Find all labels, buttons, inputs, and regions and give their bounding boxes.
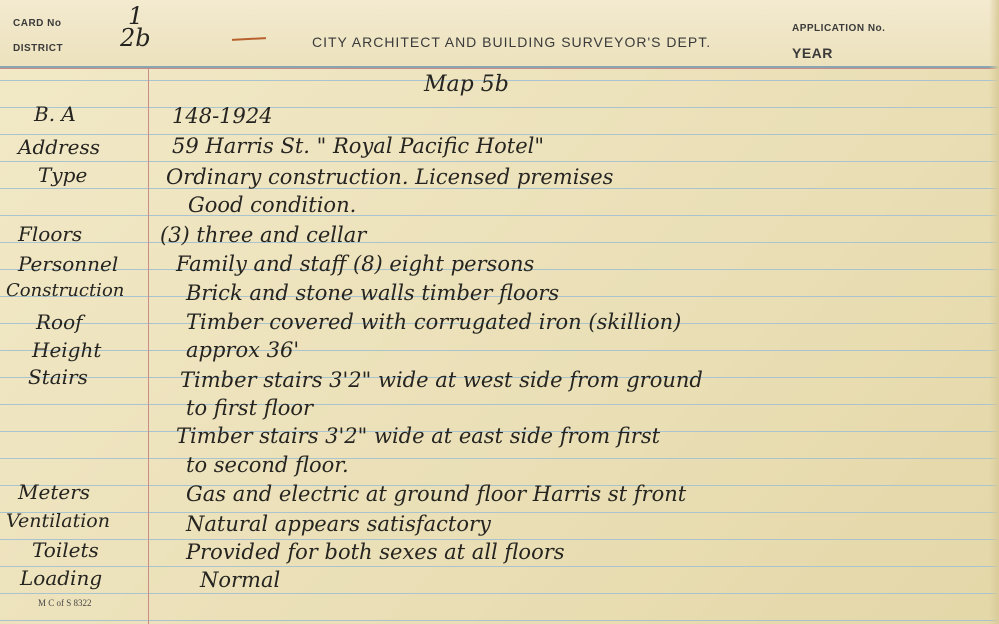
- value-height: approx 36': [186, 338, 300, 362]
- value-stairs-line3: Timber stairs 3'2" wide at east side from first: [176, 424, 661, 448]
- value-ventilation: Natural appears satisfactory: [186, 512, 491, 536]
- label-height: Height: [32, 338, 102, 362]
- label-meters: Meters: [18, 480, 91, 504]
- value-toilets: Provided for both sexes at all floors: [186, 540, 565, 564]
- value-meters: Gas and electric at ground floor Harris st front: [186, 482, 687, 506]
- value-personnel: Family and staff (8) eight persons: [176, 252, 535, 276]
- label-ba: B. A: [34, 102, 76, 126]
- header-rule: [0, 68, 999, 69]
- map-note: Map 5b: [424, 72, 509, 97]
- card-no-value: 1: [128, 2, 144, 30]
- label-stairs: Stairs: [28, 365, 88, 389]
- application-label: APPLICATION No.: [792, 23, 886, 34]
- label-floors: Floors: [18, 222, 83, 246]
- value-address: 59 Harris St. " Royal Pacific Hotel": [172, 134, 545, 158]
- label-loading: Loading: [20, 566, 103, 590]
- label-ventilation: Ventilation: [6, 510, 110, 532]
- district-label: DISTRICT: [13, 43, 64, 54]
- value-roof: Timber covered with corrugated iron (skillion): [186, 310, 682, 334]
- card-no-label: CARD No: [13, 18, 62, 29]
- form-number: M C of S 8322: [38, 598, 92, 608]
- dept-title: CITY ARCHITECT AND BUILDING SURVEYOR'S DEPT.: [312, 34, 712, 50]
- value-type-line2: Good condition.: [188, 193, 357, 217]
- label-roof: Roof: [36, 310, 83, 334]
- label-address: Address: [18, 135, 100, 159]
- value-stairs-line2: to first floor: [186, 396, 314, 420]
- value-type-line1: Ordinary construction. Licensed premises: [166, 165, 614, 189]
- card-edge-shadow: [989, 0, 999, 624]
- label-personnel: Personnel: [18, 252, 119, 276]
- label-construction: Construction: [6, 280, 125, 301]
- label-type: Type: [38, 163, 88, 187]
- value-loading: Normal: [200, 568, 281, 592]
- value-ba: 148-1924: [172, 104, 273, 128]
- margin-rule: [148, 68, 149, 624]
- district-value: 2b: [120, 24, 151, 52]
- value-stairs-line4: to second floor.: [186, 453, 349, 477]
- value-floors: (3) three and cellar: [160, 223, 367, 247]
- label-toilets: Toilets: [32, 538, 99, 562]
- value-construction: Brick and stone walls timber floors: [186, 281, 560, 305]
- value-stairs-line1: Timber stairs 3'2" wide at west side from ground: [180, 368, 703, 392]
- year-label: YEAR: [792, 45, 833, 61]
